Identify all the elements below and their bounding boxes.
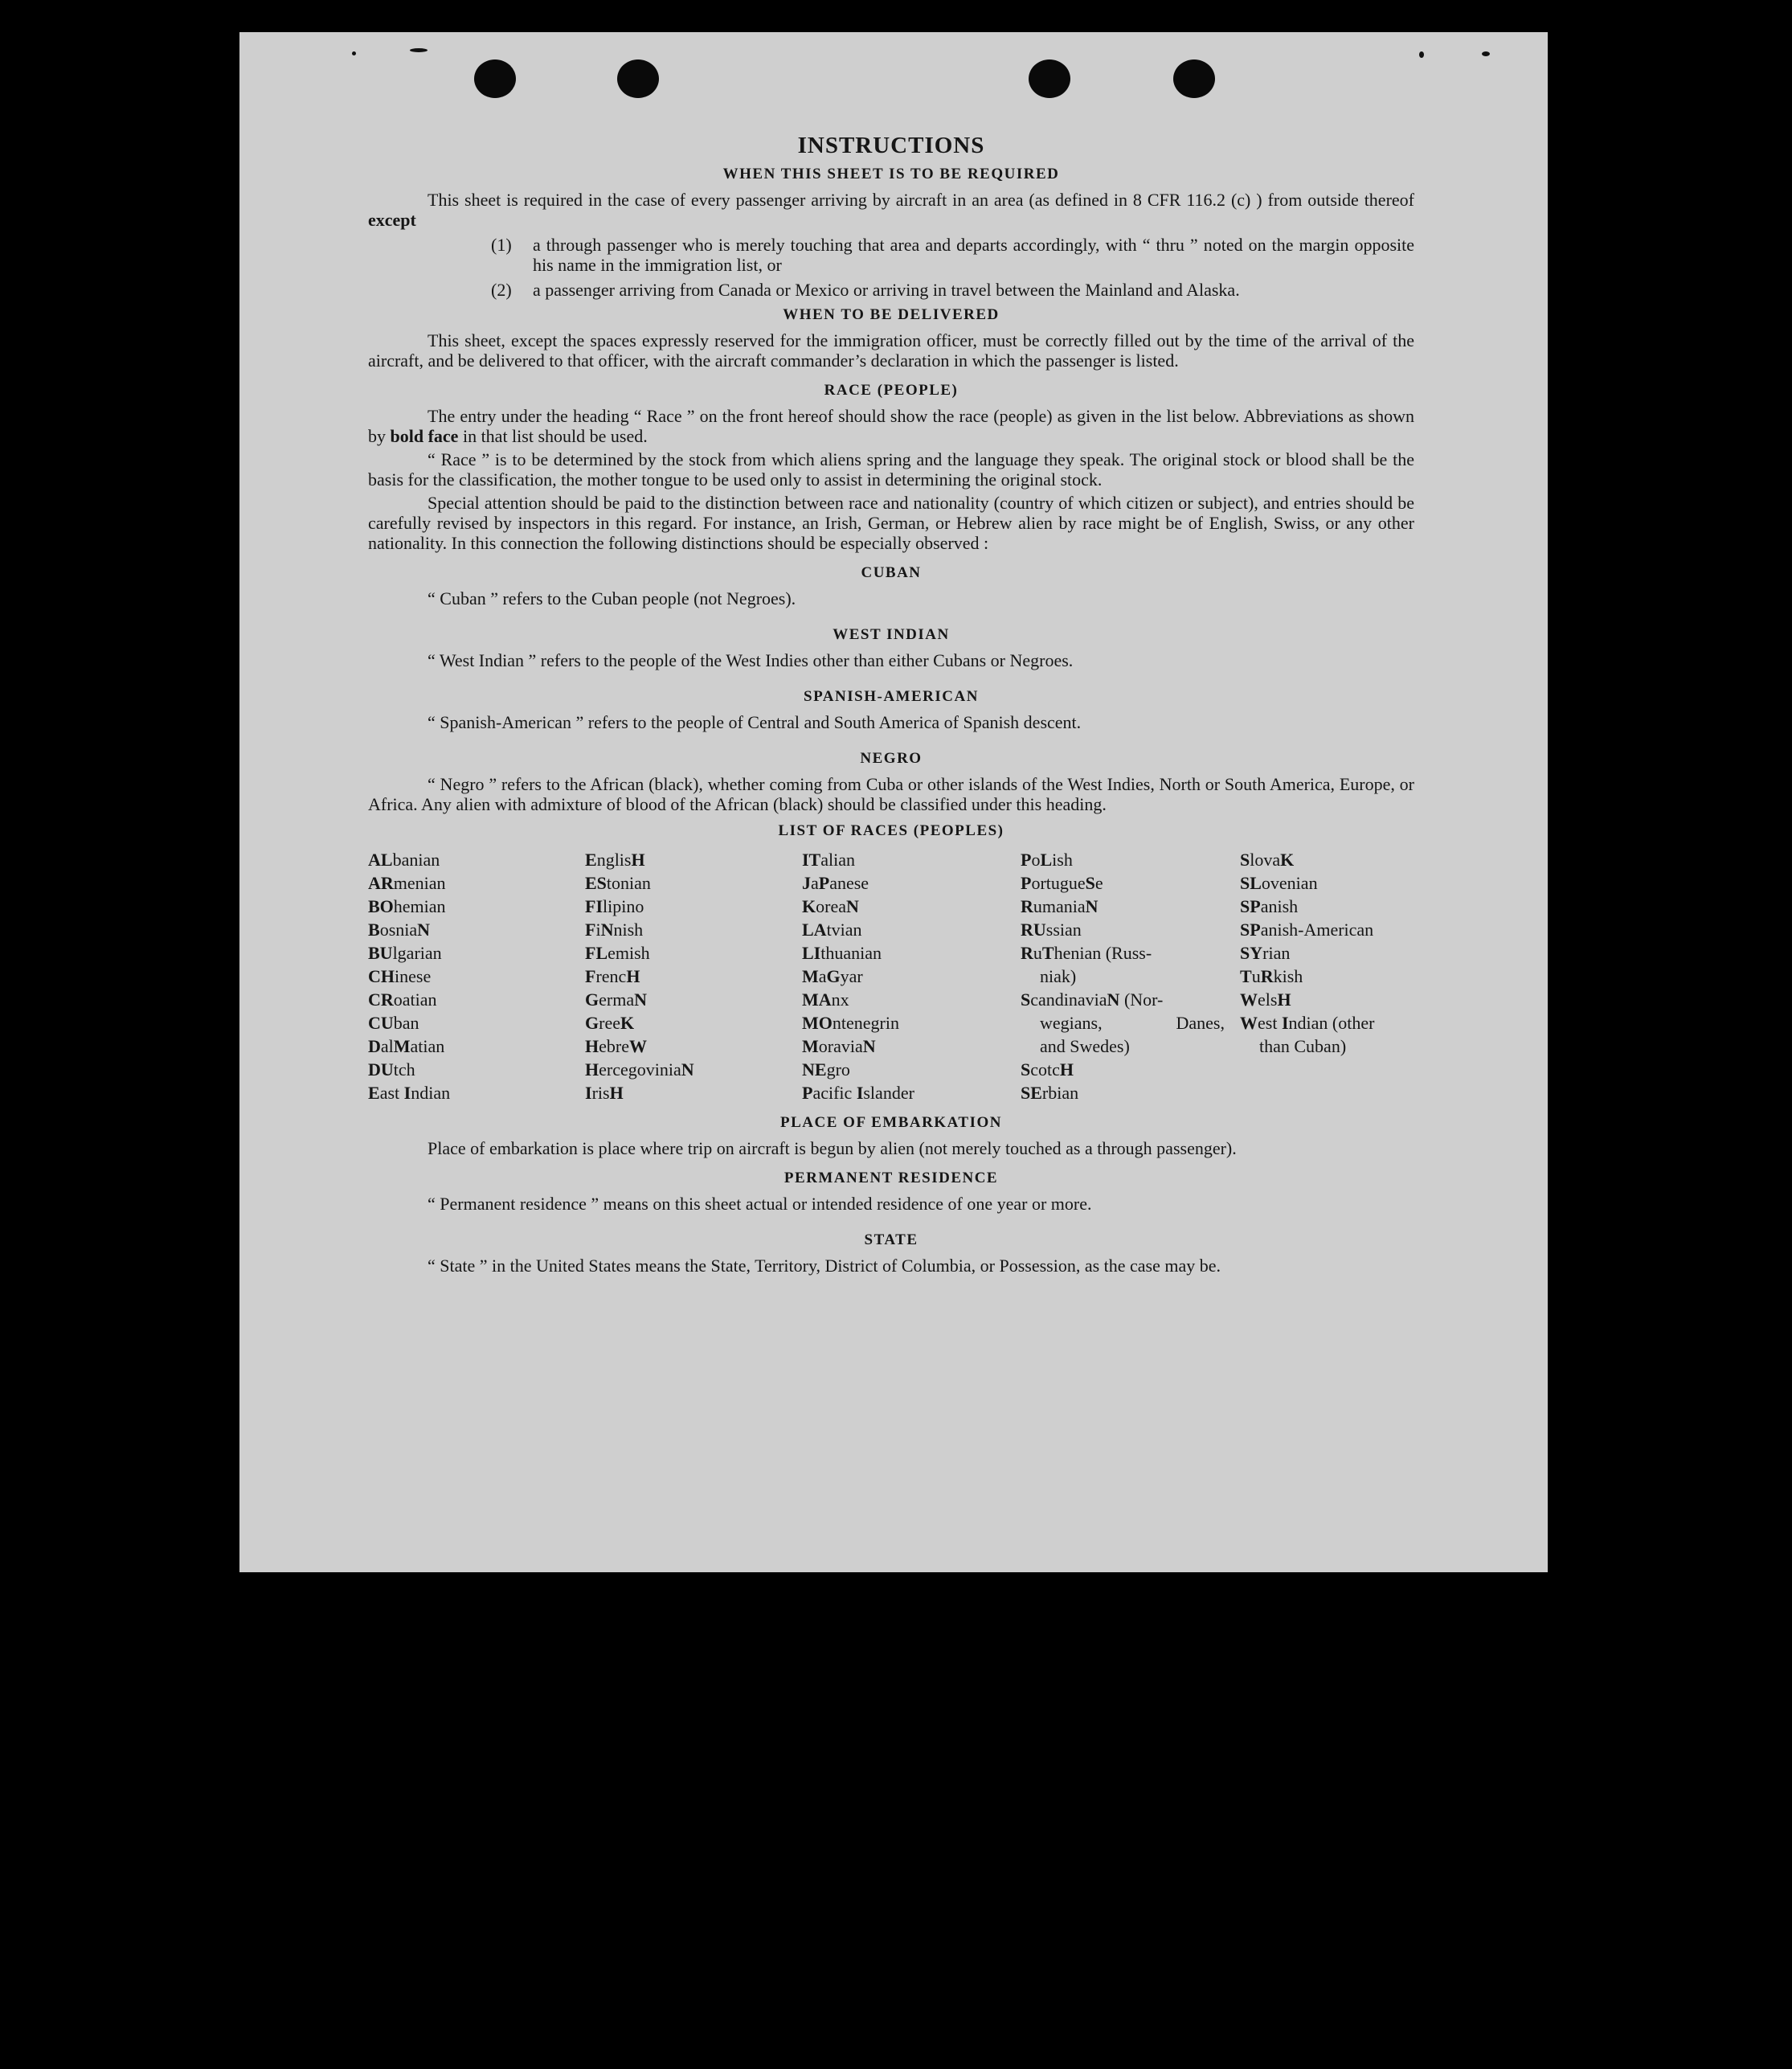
punch-hole xyxy=(1173,59,1215,98)
paragraph-cuban: “ Cuban ” refers to the Cuban people (not Negroes). xyxy=(428,588,796,608)
races-column xyxy=(585,848,802,1104)
race-entry: FiNnish xyxy=(585,920,644,940)
race-entry: BosniaN xyxy=(368,920,431,940)
race-entry: NEgro xyxy=(802,1059,850,1080)
page-title: INSTRUCTIONS xyxy=(797,133,985,158)
races-list xyxy=(368,848,1414,1104)
paragraph-race-3: Special attention should be paid to the distinction between race and nationality (country of which citizen or subject), and entries should be carefully revised by inspectors in this regard. For instance, an Irish, German, or Hebrew alien by race might be of English, Swiss, or any other nationality. In this connection the following distinctions should be especially observed : xyxy=(368,493,1414,553)
race-entry: SlovaK xyxy=(1240,850,1295,870)
paragraph-race-1: The entry under the heading “ Race ” on the front hereof should show the race (people) as given in the list below. Abbreviations as shown by bold face in that list should be used. xyxy=(368,406,1414,446)
punch-hole xyxy=(474,59,516,98)
heading-spanish-american: SPANISH-AMERICAN xyxy=(804,688,979,705)
race-entry: JaPanese xyxy=(802,873,869,893)
race-entry: EStonian xyxy=(585,873,651,893)
race-entry: SPanish xyxy=(1240,896,1299,916)
race-entry: GreeK xyxy=(585,1013,635,1033)
race-entry: ITalian xyxy=(802,850,856,870)
race-entry: niak) xyxy=(1040,966,1077,986)
race-entry: DalMatian xyxy=(368,1036,445,1056)
race-entry: MoraviaN xyxy=(802,1036,876,1056)
race-entry: KoreaN xyxy=(802,896,859,916)
heading-west-indian: WEST INDIAN xyxy=(833,626,950,643)
paragraph-race-2: “ Race ” is to be determined by the stock from which aliens spring and the language they speak. The original stock or blood shall be the basis for the classification, the mother tongue to be used only to assist in determining the original stock. xyxy=(368,449,1414,490)
race-entry: HebreW xyxy=(585,1036,647,1056)
race-entry: CHinese xyxy=(368,966,432,986)
race-entry: EnglisH xyxy=(585,850,645,870)
race-entry: ScotcH xyxy=(1021,1059,1074,1080)
race-entry: TuRkish xyxy=(1240,966,1303,986)
race-entry: Pacific Islander xyxy=(802,1083,914,1103)
instructions-body xyxy=(368,133,1414,1276)
race-entry: MOntenegrin xyxy=(802,1013,899,1033)
race-entry: ALbanian xyxy=(368,850,440,870)
paragraph-negro: “ Negro ” refers to the African (black), whether coming from Cuba or other islands of the West Indies, North or South America, Europe, or Africa. Any alien with admixture of blood of the African (black) should be classified under this heading. xyxy=(368,774,1414,814)
paragraph-west-indian: “ West Indian ” refers to the people of the West Indies other than either Cubans or Negroes. xyxy=(428,650,1074,670)
race-entry: East Indian xyxy=(368,1083,451,1103)
speck xyxy=(410,48,428,52)
heading-required: WHEN THIS SHEET IS TO BE REQUIRED xyxy=(722,166,1060,182)
race-entry: and Swedes) xyxy=(1040,1036,1130,1056)
races-column xyxy=(368,848,585,1104)
race-entry: MAnx xyxy=(802,989,849,1010)
race-entry: LAtvian xyxy=(802,920,862,940)
heading-negro: NEGRO xyxy=(860,750,923,767)
race-entry: SLovenian xyxy=(1240,873,1318,893)
speck xyxy=(1419,51,1424,58)
list-item: (1) a through passenger who is merely touching that area and departs accordingly, with “ thru ” noted on the margin opposite his name in the immigration list, or xyxy=(491,235,1414,275)
race-entry: than Cuban) xyxy=(1259,1036,1347,1056)
heading-cuban: CUBAN xyxy=(861,564,922,581)
document-page xyxy=(239,32,1548,1572)
race-entry: SPanish-American xyxy=(1240,920,1374,940)
race-entry: PortugueSe xyxy=(1021,873,1103,893)
paragraph-state: “ State ” in the United States means the State, Territory, District of Columbia, or Possession, as the case may be. xyxy=(428,1256,1221,1276)
heading-residence: PERMANENT RESIDENCE xyxy=(783,1170,999,1186)
speck xyxy=(1482,51,1490,56)
race-entry: RuThenian (Russ- xyxy=(1021,943,1152,963)
heading-embarkation: PLACE OF EMBARKATION xyxy=(780,1114,1002,1131)
paragraph-residence: “ Permanent residence ” means on this sheet actual or intended residence of one year or more. xyxy=(428,1194,1092,1214)
heading-race: RACE (PEOPLE) xyxy=(824,382,959,399)
heading-state: STATE xyxy=(864,1231,919,1248)
race-entry: BUlgarian xyxy=(368,943,442,963)
race-entry: CRoatian xyxy=(368,989,437,1010)
races-column xyxy=(1240,848,1414,1104)
race-entry: BOhemian xyxy=(368,896,446,916)
race-entry: ScandinaviaN (Nor- xyxy=(1021,989,1164,1010)
race-entry: CUban xyxy=(368,1013,419,1033)
race-entry: IrisH xyxy=(585,1083,624,1103)
race-entry: FIlipino xyxy=(585,896,644,916)
race-entry: ARmenian xyxy=(368,873,446,893)
races-column xyxy=(1021,848,1240,1104)
speck xyxy=(352,51,356,55)
race-entry: MaGyar xyxy=(802,966,863,986)
race-entry: GermaN xyxy=(585,989,647,1010)
race-entry: DUtch xyxy=(368,1059,415,1080)
heading-delivered: WHEN TO BE DELIVERED xyxy=(783,306,1000,323)
paragraph-embarkation: Place of embarkation is place where trip on aircraft is begun by alien (not merely touched as a through passenger). xyxy=(428,1138,1237,1158)
race-entry: RUssian xyxy=(1021,920,1082,940)
paragraph-spanish-american: “ Spanish-American ” refers to the people of Central and South America of Spanish descent. xyxy=(428,712,1082,732)
race-entry: wegians, Danes, xyxy=(1040,1013,1225,1033)
paragraph-delivered: This sheet, except the spaces expressly reserved for the immigration officer, must be correctly filled out by the time of the arrival of the aircraft, and be delivered to that officer, with the aircraft commander’s declaration in which the passenger is listed. xyxy=(368,330,1414,371)
race-entry: LIthuanian xyxy=(802,943,882,963)
list-item: (2) a passenger arriving from Canada or Mexico or arriving in travel between the Mainland and Alaska. xyxy=(491,280,1240,300)
heading-list-of-races: LIST OF RACES (PEOPLES) xyxy=(778,822,1004,839)
punch-hole xyxy=(1029,59,1070,98)
race-entry: PoLish xyxy=(1021,850,1073,870)
race-entry: HercegoviniaN xyxy=(585,1059,694,1080)
paragraph-required: This sheet is required in the case of every passenger arriving by aircraft in an area (as defined in 8 CFR 116.2 (c) ) from outside thereof except xyxy=(368,190,1414,230)
race-entry: West Indian (other xyxy=(1240,1013,1375,1033)
race-entry: SErbian xyxy=(1021,1083,1079,1103)
punch-hole xyxy=(617,59,659,98)
races-column xyxy=(802,848,1021,1104)
race-entry: SYrian xyxy=(1240,943,1291,963)
race-entry: FLemish xyxy=(585,943,650,963)
race-entry: WelsH xyxy=(1240,989,1291,1010)
race-entry: RumaniaN xyxy=(1021,896,1099,916)
race-entry: FrencH xyxy=(585,966,640,986)
